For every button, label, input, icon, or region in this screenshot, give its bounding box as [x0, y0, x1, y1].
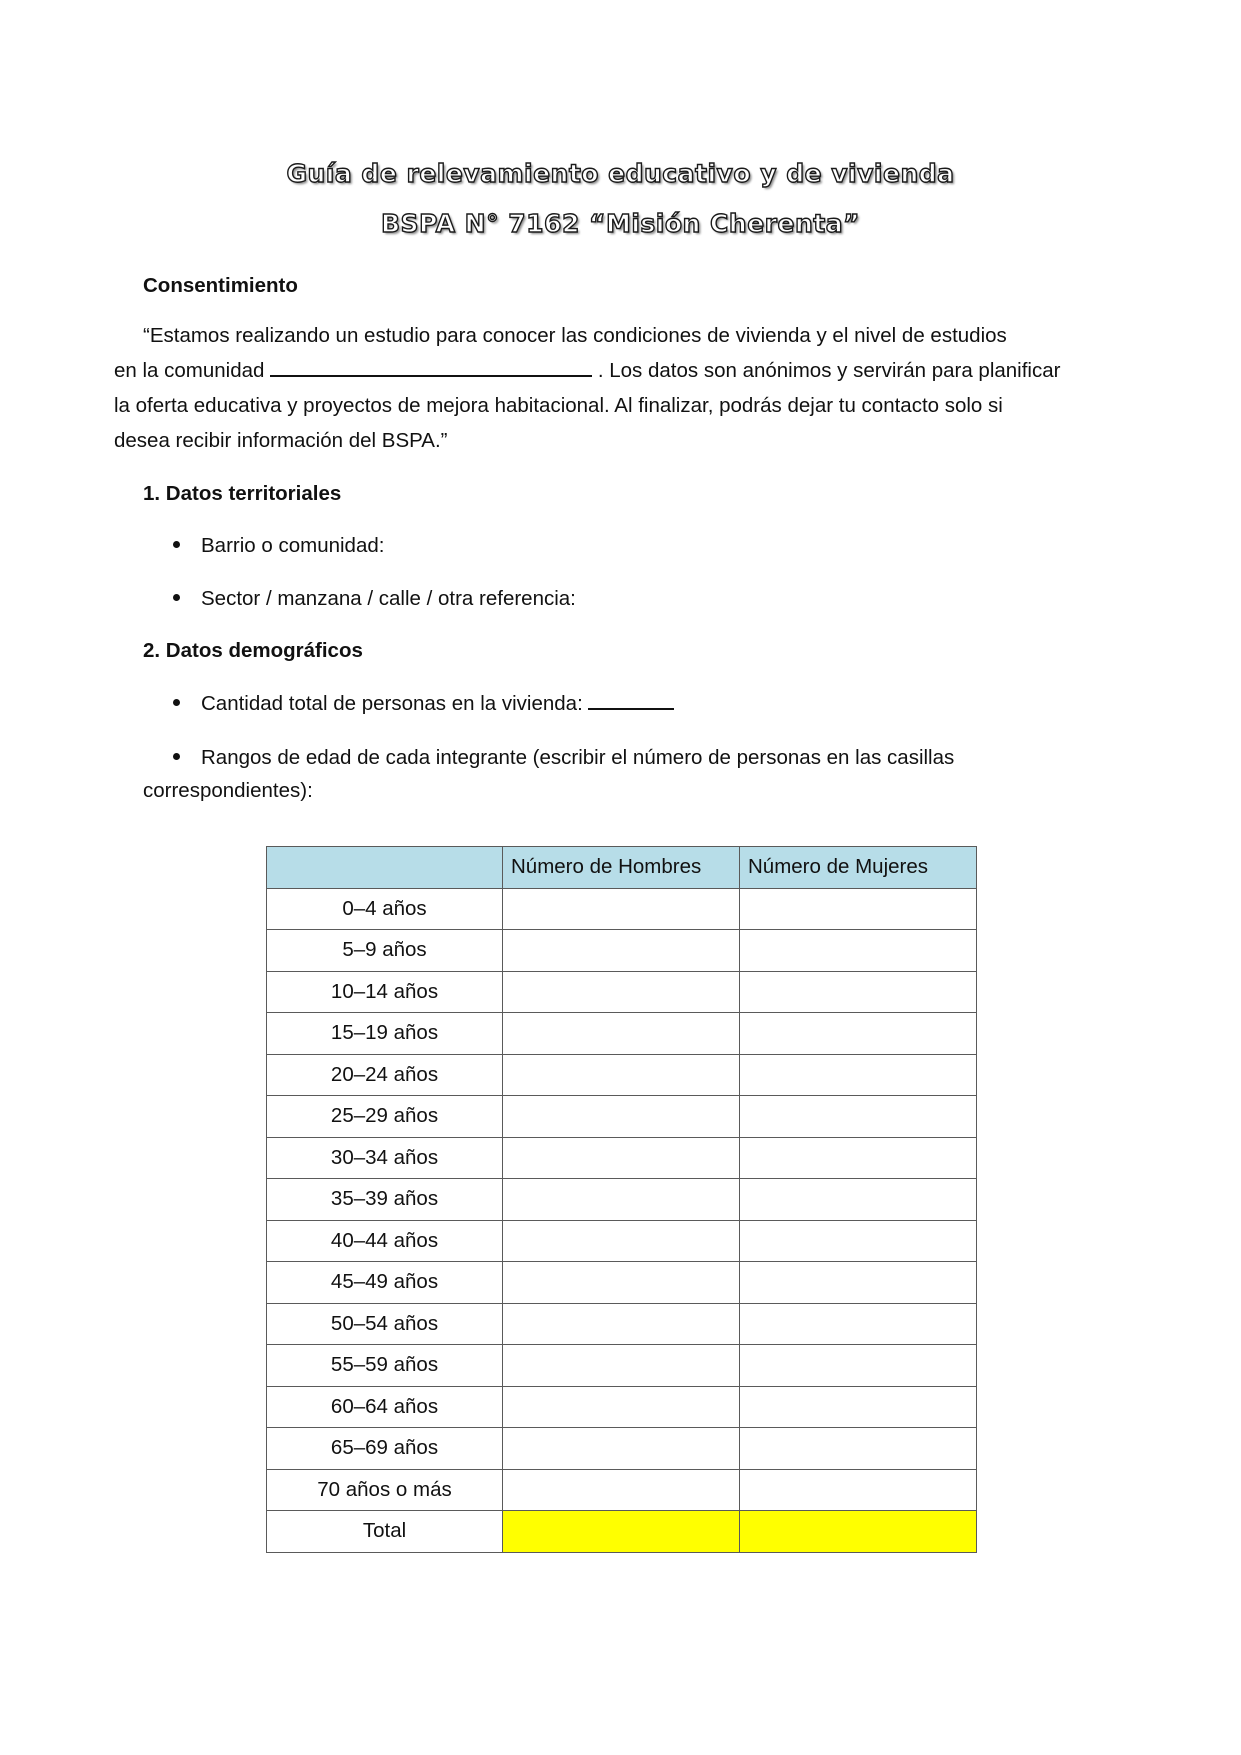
document-title: Guía de relevamiento educativo y de vivienda: [286, 159, 955, 188]
table-header-row: [267, 847, 977, 889]
age-range-label: 35–39 años: [267, 1179, 503, 1221]
consent-text-line2: [114, 353, 1060, 388]
consent-text-line4: desea recibir información del BSPA.”: [114, 429, 448, 452]
field-cantidad-personas: [201, 686, 674, 721]
hombres-cell[interactable]: [503, 1428, 740, 1470]
hombres-cell[interactable]: [503, 1220, 740, 1262]
consent-text-line1: “Estamos realizando un estudio para conocer las condiciones de vivienda y el nivel de estudios: [143, 324, 1007, 347]
hombres-cell[interactable]: [503, 1469, 740, 1511]
mujeres-cell[interactable]: [740, 1137, 977, 1179]
mujeres-cell[interactable]: [740, 1220, 977, 1262]
total-mujeres-cell[interactable]: [740, 1511, 977, 1553]
age-range-label: 15–19 años: [267, 1013, 503, 1055]
table-row: [267, 930, 977, 972]
mujeres-cell[interactable]: [740, 1303, 977, 1345]
age-range-label: 65–69 años: [267, 1428, 503, 1470]
hombres-cell[interactable]: [503, 1096, 740, 1138]
hombres-cell[interactable]: [503, 930, 740, 972]
hombres-cell[interactable]: [503, 1303, 740, 1345]
age-range-label: 40–44 años: [267, 1220, 503, 1262]
table-row: [267, 1386, 977, 1428]
header-hombres: Número de Hombres: [503, 847, 740, 889]
table-row: [267, 1013, 977, 1055]
mujeres-cell[interactable]: [740, 1428, 977, 1470]
age-range-label: 5–9 años: [267, 930, 503, 972]
total-hombres-cell[interactable]: [503, 1511, 740, 1553]
table-row: [267, 1345, 977, 1387]
table-row: [267, 888, 977, 930]
mujeres-cell[interactable]: [740, 1345, 977, 1387]
age-range-label: 50–54 años: [267, 1303, 503, 1345]
field-barrio: Barrio o comunidad:: [201, 534, 385, 557]
table-row: [267, 1220, 977, 1262]
mujeres-cell[interactable]: [740, 1262, 977, 1304]
table-row: [267, 1179, 977, 1221]
rangos-edad-line2: correspondientes):: [143, 779, 313, 802]
cantidad-label: Cantidad total de personas en la vivienda:: [201, 692, 589, 715]
bullet-icon: [173, 541, 180, 548]
hombres-cell[interactable]: [503, 888, 740, 930]
hombres-cell[interactable]: [503, 1345, 740, 1387]
total-label: Total: [267, 1511, 503, 1553]
section2-heading: 2. Datos demográficos: [143, 639, 363, 662]
table-row: [267, 1428, 977, 1470]
hombres-cell[interactable]: [503, 971, 740, 1013]
bullet-icon: [173, 699, 180, 706]
table-row: [267, 1096, 977, 1138]
mujeres-cell[interactable]: [740, 1096, 977, 1138]
bullet-icon: [173, 594, 180, 601]
bullet-icon: [173, 753, 180, 760]
age-range-label: 25–29 años: [267, 1096, 503, 1138]
hombres-cell[interactable]: [503, 1179, 740, 1221]
mujeres-cell[interactable]: [740, 1386, 977, 1428]
age-range-label: 20–24 años: [267, 1054, 503, 1096]
age-range-label: 45–49 años: [267, 1262, 503, 1304]
age-range-label: 0–4 años: [267, 888, 503, 930]
mujeres-cell[interactable]: [740, 930, 977, 972]
mujeres-cell[interactable]: [740, 1179, 977, 1221]
age-range-label: 10–14 años: [267, 971, 503, 1013]
table-row: [267, 1054, 977, 1096]
age-range-label: 70 años o más: [267, 1469, 503, 1511]
hombres-cell[interactable]: [503, 1262, 740, 1304]
section1-heading: 1. Datos territoriales: [143, 482, 342, 505]
table-row: [267, 1262, 977, 1304]
document-subtitle: BSPA N° 7162 “Misión Cherenta”: [381, 209, 860, 238]
table-row: [267, 971, 977, 1013]
table-row: [267, 1469, 977, 1511]
field-sector: Sector / manzana / calle / otra referencia:: [201, 587, 576, 610]
consent-line2-prefix: en la comunidad: [114, 359, 271, 382]
header-empty: [267, 847, 503, 889]
hombres-cell[interactable]: [503, 1137, 740, 1179]
mujeres-cell[interactable]: [740, 1054, 977, 1096]
hombres-cell[interactable]: [503, 1013, 740, 1055]
consent-heading: Consentimiento: [143, 274, 298, 297]
community-blank-field[interactable]: [270, 357, 592, 377]
hombres-cell[interactable]: [503, 1386, 740, 1428]
total-row: [267, 1511, 977, 1553]
age-range-label: 30–34 años: [267, 1137, 503, 1179]
age-range-label: 55–59 años: [267, 1345, 503, 1387]
mujeres-cell[interactable]: [740, 1469, 977, 1511]
cantidad-blank-field[interactable]: [588, 690, 674, 710]
hombres-cell[interactable]: [503, 1054, 740, 1096]
consent-text-line3: la oferta educativa y proyectos de mejora habitacional. Al finalizar, podrás dejar tu contacto solo si: [114, 394, 1003, 417]
age-range-table: [266, 846, 977, 1553]
consent-line2-suffix: . Los datos son anónimos y servirán para planificar: [592, 359, 1061, 382]
mujeres-cell[interactable]: [740, 888, 977, 930]
header-mujeres: Número de Mujeres: [740, 847, 977, 889]
mujeres-cell[interactable]: [740, 971, 977, 1013]
age-range-label: 60–64 años: [267, 1386, 503, 1428]
table-row: [267, 1137, 977, 1179]
table-row: [267, 1303, 977, 1345]
mujeres-cell[interactable]: [740, 1013, 977, 1055]
rangos-edad-line1: Rangos de edad de cada integrante (escribir el número de personas en las casillas: [201, 746, 955, 769]
